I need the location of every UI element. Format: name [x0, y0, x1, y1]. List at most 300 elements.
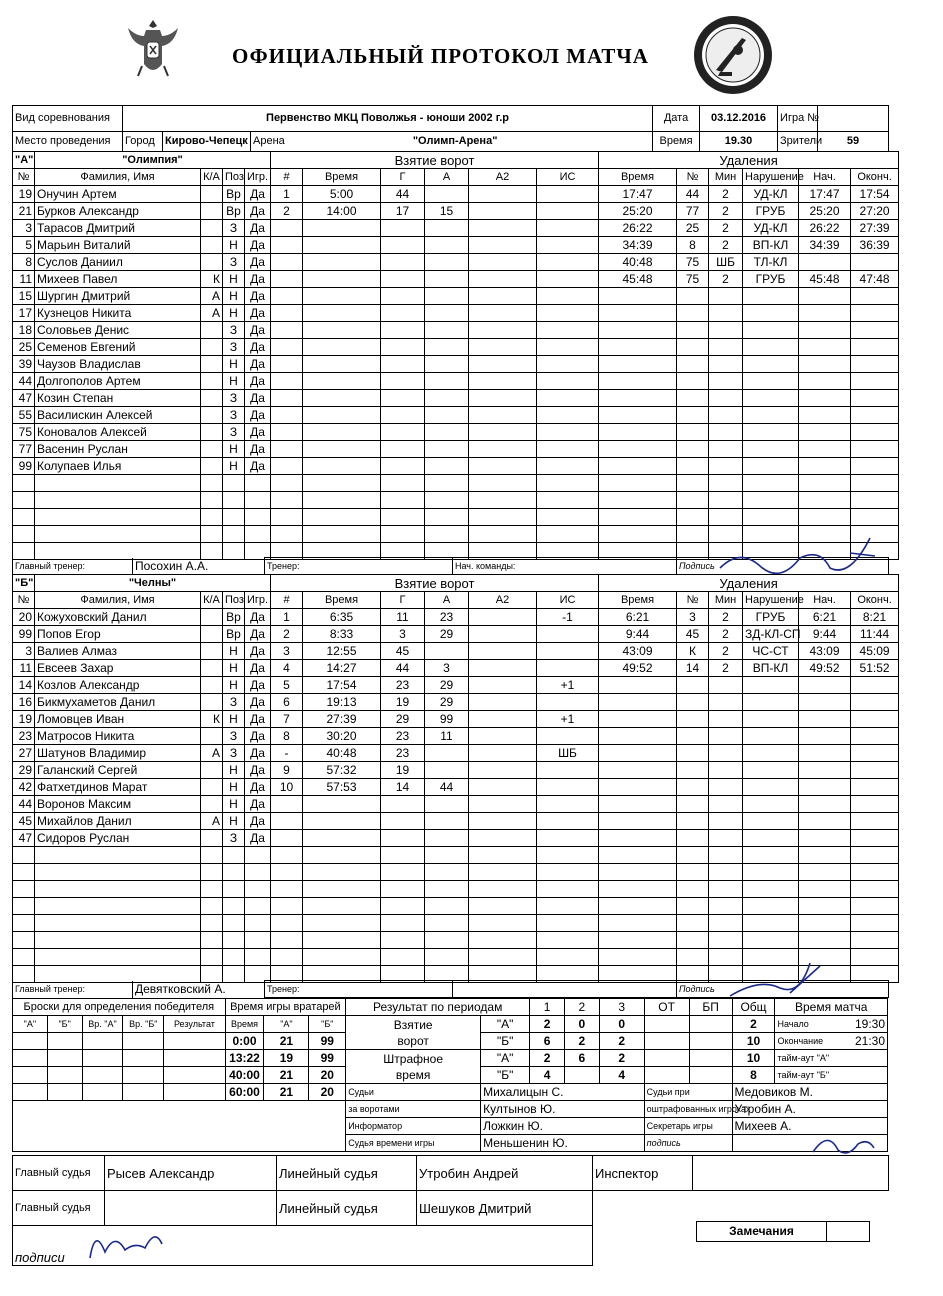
referee-label-1: Главный судья: [13, 1156, 105, 1191]
player-played: Да: [245, 203, 271, 220]
player-name: Евсеев Захар: [35, 660, 201, 677]
remarks-box: [696, 1221, 870, 1242]
player-name: Колупаев Илья: [35, 458, 201, 475]
penalty-no: 25: [677, 220, 709, 237]
shootout-cell: [47, 1067, 82, 1084]
goal-is: [537, 356, 599, 373]
goal-is: ШБ: [537, 745, 599, 762]
player-pos: Вр: [223, 626, 245, 643]
gk-header-a: "А": [264, 1016, 309, 1033]
penalty-end: [851, 322, 899, 339]
team-a-signature-icon: [700, 528, 890, 588]
gk-row-2-time: 13:22: [225, 1050, 264, 1067]
goal-time: [303, 254, 381, 271]
player-pos: Н: [223, 796, 245, 813]
signatures-label: подписи: [13, 1226, 105, 1266]
player-name: Долгополов Артем: [35, 373, 201, 390]
team-b-signature-icon: [720, 958, 840, 1003]
table-row: [13, 609, 899, 626]
player-played: [245, 492, 271, 509]
player-name: Чаузов Владислав: [35, 356, 201, 373]
pim-a-ot: [644, 1050, 689, 1067]
player-ka: [201, 864, 223, 881]
goal-n: [271, 864, 303, 881]
goal-n: [271, 424, 303, 441]
pim-period-label: [346, 1050, 481, 1084]
team-b-penalties-title: Удаления: [599, 575, 899, 592]
penalty-no: [677, 677, 709, 694]
player-played: Да: [245, 677, 271, 694]
penalty-end: [851, 881, 899, 898]
player-ka: [201, 407, 223, 424]
player-no: [13, 881, 35, 898]
player-no: 23: [13, 728, 35, 745]
goal-a2: [469, 424, 537, 441]
arena-value: "Олимп-Арена": [412, 135, 498, 147]
player-no: 19: [13, 186, 35, 203]
teama-penalty-header: Нарушение: [743, 169, 799, 186]
teama-penalty-header: Мин: [709, 169, 743, 186]
timekeeper-label: Судья времени игры: [346, 1135, 481, 1152]
teama-goal-header: Время: [303, 169, 381, 186]
penalty-start: 6:21: [799, 609, 851, 626]
penalty-foul: ГРУБ: [743, 609, 799, 626]
penalty-start: [799, 881, 851, 898]
match-time-label: Время матча: [775, 999, 888, 1016]
shootout-cell: [47, 1050, 82, 1067]
penalty-min: [709, 475, 743, 492]
goal-is: [537, 796, 599, 813]
teama-roster-header: №: [13, 169, 35, 186]
penalty-start: [799, 373, 851, 390]
penalty-min: [709, 762, 743, 779]
goal-g: [381, 881, 425, 898]
penalty-foul: [743, 322, 799, 339]
player-pos: [223, 915, 245, 932]
goal-g: [381, 492, 425, 509]
penalty-start: 25:20: [799, 203, 851, 220]
player-no: 17: [13, 305, 35, 322]
player-pos: Н: [223, 356, 245, 373]
goals-team-a-label: "А": [481, 1016, 530, 1033]
goal-a: [425, 237, 469, 254]
table-row: [13, 711, 899, 728]
pim-b-p2: [564, 1067, 599, 1084]
player-name: Тарасов Дмитрий: [35, 220, 201, 237]
shootout-cell: [82, 1050, 123, 1067]
penalty-foul: [743, 458, 799, 475]
goal-a: [425, 643, 469, 660]
penalty-start: [799, 305, 851, 322]
penalty-end: [851, 288, 899, 305]
player-name: Валиев Алмаз: [35, 643, 201, 660]
shootout-cell: [123, 1084, 164, 1101]
penalty-no: [677, 475, 709, 492]
shootout-cell: [82, 1067, 123, 1084]
player-no: [13, 475, 35, 492]
penalty-end: [851, 441, 899, 458]
goal-g: 23: [381, 728, 425, 745]
player-name: Галанский Сергей: [35, 762, 201, 779]
penalty-start: [799, 339, 851, 356]
penalty-foul: ВП-КЛ: [743, 237, 799, 254]
penalty-start: [799, 745, 851, 762]
goals-a-p3: 0: [599, 1016, 644, 1033]
goal-g: 3: [381, 626, 425, 643]
team-a-coach-cell: [265, 558, 453, 575]
goals-a-p2: 0: [564, 1016, 599, 1033]
player-name: Попов Егор: [35, 626, 201, 643]
penalty-time: [599, 356, 677, 373]
goal-a2: [469, 796, 537, 813]
penalty-time: 25:20: [599, 203, 677, 220]
player-ka: [201, 898, 223, 915]
player-name: [35, 475, 201, 492]
team-a-head-coach: Посохин А.А.: [133, 558, 265, 575]
player-name: Суслов Даниил: [35, 254, 201, 271]
player-no: [13, 932, 35, 949]
goal-g: 45: [381, 643, 425, 660]
penalty-min: [709, 407, 743, 424]
goal-g: 19: [381, 694, 425, 711]
match-start-label: Начало: [777, 1018, 809, 1029]
goal-g: 14: [381, 779, 425, 796]
player-pos: З: [223, 339, 245, 356]
penalty-start: [799, 254, 851, 271]
goal-n: 3: [271, 643, 303, 660]
penalty-min: [709, 373, 743, 390]
goal-time: 12:55: [303, 643, 381, 660]
date-label: Дата: [653, 106, 700, 132]
player-ka: А: [201, 745, 223, 762]
gk-time-label: Время игры вратарей: [225, 999, 346, 1016]
goal-a: 29: [425, 694, 469, 711]
player-no: 20: [13, 609, 35, 626]
player-ka: [201, 626, 223, 643]
shootout-cell: [164, 1050, 225, 1067]
table-row: [13, 424, 899, 441]
goal-n: [271, 458, 303, 475]
shootout-cell: [123, 1033, 164, 1050]
penalty-foul: [743, 424, 799, 441]
teamb-goal-header: ИС: [537, 592, 599, 609]
goal-a: [425, 220, 469, 237]
arena-cell: [251, 132, 653, 152]
penalty-end: [851, 677, 899, 694]
penalty-time: [599, 694, 677, 711]
player-no: 99: [13, 458, 35, 475]
penalty-min: 2: [709, 626, 743, 643]
team-b-goals-title: Взятие ворот: [271, 575, 599, 592]
penalty-foul: ЗД-КЛ-СП: [743, 626, 799, 643]
penalty-end: 8:21: [851, 609, 899, 626]
table-row: [13, 441, 899, 458]
penalty-no: [677, 694, 709, 711]
blank-area: [13, 1135, 346, 1152]
goal-time: [303, 932, 381, 949]
double-headed-eagle-emblem-icon: [122, 14, 184, 80]
teamb-penalty-header: Оконч.: [851, 592, 899, 609]
player-ka: [201, 694, 223, 711]
player-no: 29: [13, 762, 35, 779]
penalty-min: [709, 864, 743, 881]
shootout-cell: [13, 1050, 48, 1067]
goal-n: [271, 322, 303, 339]
goal-is: [537, 526, 599, 543]
goal-g: [381, 949, 425, 966]
penalty-start: 43:09: [799, 643, 851, 660]
goal-time: [303, 796, 381, 813]
penalty-end: [851, 694, 899, 711]
table-row: [13, 864, 899, 881]
team-b-letter: "Б": [13, 575, 35, 592]
goal-time: [303, 526, 381, 543]
penalty-time: [599, 390, 677, 407]
penalty-foul: [743, 694, 799, 711]
pim-b-total: 8: [732, 1067, 775, 1084]
goal-time: [303, 390, 381, 407]
penalty-foul: [743, 847, 799, 864]
pim-a-p1: 2: [530, 1050, 565, 1067]
player-played: Да: [245, 830, 271, 847]
goals-b-p2: 2: [564, 1033, 599, 1050]
secretary: Михеев А.: [732, 1118, 887, 1135]
table-row: [13, 847, 899, 864]
player-played: [245, 509, 271, 526]
goal-n: 5: [271, 677, 303, 694]
penalty-end: 11:44: [851, 626, 899, 643]
table-row: [13, 898, 899, 915]
goal-g: [381, 509, 425, 526]
penalty-foul: [743, 745, 799, 762]
player-pos: [223, 847, 245, 864]
penalty-end: [851, 424, 899, 441]
goal-is: [537, 643, 599, 660]
goal-time: [303, 271, 381, 288]
penalty-time: [599, 373, 677, 390]
player-no: [13, 509, 35, 526]
player-no: [13, 492, 35, 509]
goal-time: 6:35: [303, 609, 381, 626]
player-played: [245, 881, 271, 898]
period-1-header: 1: [530, 999, 565, 1016]
penalty-time: [599, 305, 677, 322]
player-pos: Н: [223, 271, 245, 288]
penalty-foul: [743, 677, 799, 694]
pim-b-p3: 4: [599, 1067, 644, 1084]
goal-a: [425, 288, 469, 305]
player-name: Михеев Павел: [35, 271, 201, 288]
goal-a: [425, 847, 469, 864]
penalty-end: [851, 813, 899, 830]
goal-a: 99: [425, 711, 469, 728]
goal-time: [303, 220, 381, 237]
teamb-goal-header: Г: [381, 592, 425, 609]
penalty-time: 49:52: [599, 660, 677, 677]
goal-a: [425, 390, 469, 407]
penalty-start: [799, 898, 851, 915]
penalty-end: [851, 390, 899, 407]
goal-g: [381, 339, 425, 356]
penalty-time: 6:21: [599, 609, 677, 626]
goal-n: 10: [271, 779, 303, 796]
referee-signature-icon: [80, 1222, 170, 1267]
penalty-foul: [743, 898, 799, 915]
linesman-1: Утробин Андрей: [417, 1156, 593, 1191]
teamb-penalty-header: Нарушение: [743, 592, 799, 609]
player-no: 11: [13, 271, 35, 288]
match-start-cell: [775, 1016, 888, 1033]
player-played: Да: [245, 407, 271, 424]
goal-g: [381, 526, 425, 543]
penalty-no: [677, 898, 709, 915]
penalty-foul: [743, 932, 799, 949]
penalty-start: 34:39: [799, 237, 851, 254]
pim-a-total: 10: [732, 1050, 775, 1067]
goal-g: [381, 847, 425, 864]
goal-g: 44: [381, 186, 425, 203]
goal-a: [425, 526, 469, 543]
goal-n: 2: [271, 203, 303, 220]
shootout-cell: [13, 1067, 48, 1084]
goal-is: [537, 509, 599, 526]
teama-roster-header: Фамилия, Имя: [35, 169, 201, 186]
goal-is: [537, 373, 599, 390]
penalty-min: [709, 813, 743, 830]
penalty-foul: [743, 779, 799, 796]
inspector-label: Инспектор: [593, 1156, 693, 1191]
penalty-no: [677, 932, 709, 949]
player-no: 99: [13, 626, 35, 643]
goal-g: [381, 864, 425, 881]
penalty-end: [851, 898, 899, 915]
penalty-end: 36:39: [851, 237, 899, 254]
player-no: 47: [13, 830, 35, 847]
player-played: Да: [245, 813, 271, 830]
penalty-foul: ГРУБ: [743, 203, 799, 220]
goal-g: 19: [381, 762, 425, 779]
goal-n: [271, 254, 303, 271]
goal-a2: [469, 660, 537, 677]
goal-a2: [469, 609, 537, 626]
goal-a2: [469, 441, 537, 458]
goal-a2: [469, 745, 537, 762]
player-no: 44: [13, 796, 35, 813]
team-a-name: "Олимпия": [35, 152, 271, 169]
player-pos: Н: [223, 643, 245, 660]
goal-a: [425, 373, 469, 390]
player-no: [13, 949, 35, 966]
arena-label: Арена: [253, 135, 285, 147]
penalty-end: [851, 475, 899, 492]
player-played: Да: [245, 339, 271, 356]
penalty-time: [599, 509, 677, 526]
penalty-no: [677, 830, 709, 847]
goal-a: 29: [425, 626, 469, 643]
penalty-min: [709, 694, 743, 711]
player-ka: [201, 186, 223, 203]
goal-a2: [469, 271, 537, 288]
player-ka: К: [201, 711, 223, 728]
penalty-min: [709, 847, 743, 864]
penalty-min: [709, 458, 743, 475]
player-played: Да: [245, 458, 271, 475]
goals-period-label-2: ворот: [397, 1033, 429, 1048]
gk-row-1-a: 21: [264, 1033, 309, 1050]
player-name: Семенов Евгений: [35, 339, 201, 356]
penalty-no: 14: [677, 660, 709, 677]
player-played: Да: [245, 322, 271, 339]
team-b-coach-cell: [265, 981, 453, 998]
penalty-no: 75: [677, 254, 709, 271]
player-pos: З: [223, 694, 245, 711]
penalty-min: 2: [709, 271, 743, 288]
goal-n: 6: [271, 694, 303, 711]
player-ka: [201, 728, 223, 745]
player-played: [245, 475, 271, 492]
player-ka: А: [201, 813, 223, 830]
table-row: [13, 237, 899, 254]
player-name: Кожуховский Данил: [35, 609, 201, 626]
shootout-cell: [123, 1067, 164, 1084]
goal-a: [425, 796, 469, 813]
table-row: [13, 220, 899, 237]
player-ka: К: [201, 271, 223, 288]
player-pos: [223, 526, 245, 543]
penalty-end: [851, 711, 899, 728]
player-pos: [223, 475, 245, 492]
player-played: Да: [245, 626, 271, 643]
goal-a2: [469, 356, 537, 373]
player-pos: Н: [223, 660, 245, 677]
goal-a2: [469, 322, 537, 339]
goals-b-bp: [689, 1033, 732, 1050]
player-played: Да: [245, 762, 271, 779]
player-ka: [201, 677, 223, 694]
goal-n: 4: [271, 660, 303, 677]
penalty-foul: ГРУБ: [743, 271, 799, 288]
penalty-start: 17:47: [799, 186, 851, 203]
penalty-box-official-2: Утробин А.: [732, 1101, 887, 1118]
penalty-foul: [743, 407, 799, 424]
goal-a2: [469, 203, 537, 220]
gk-row-4-b: 20: [309, 1084, 346, 1101]
goal-a: [425, 441, 469, 458]
player-ka: [201, 356, 223, 373]
pim-a-bp: [689, 1050, 732, 1067]
game-no-value: [818, 106, 889, 132]
penalty-min: 2: [709, 237, 743, 254]
goal-n: -: [271, 745, 303, 762]
table-row: [13, 660, 899, 677]
penalty-end: 51:52: [851, 660, 899, 677]
player-played: Да: [245, 305, 271, 322]
goal-n: [271, 305, 303, 322]
penalty-no: [677, 847, 709, 864]
goal-time: [303, 898, 381, 915]
gk-header-b: "Б": [309, 1016, 346, 1033]
team-a-penalties-title: Удаления: [599, 152, 899, 169]
table-row: [13, 322, 899, 339]
teama-penalty-header: Оконч.: [851, 169, 899, 186]
goal-g: [381, 305, 425, 322]
penalty-end: [851, 407, 899, 424]
penalty-end: [851, 915, 899, 932]
player-pos: Вр: [223, 203, 245, 220]
goal-g: [381, 441, 425, 458]
hockey-federation-logo-icon: [692, 14, 774, 96]
player-pos: Вр: [223, 609, 245, 626]
